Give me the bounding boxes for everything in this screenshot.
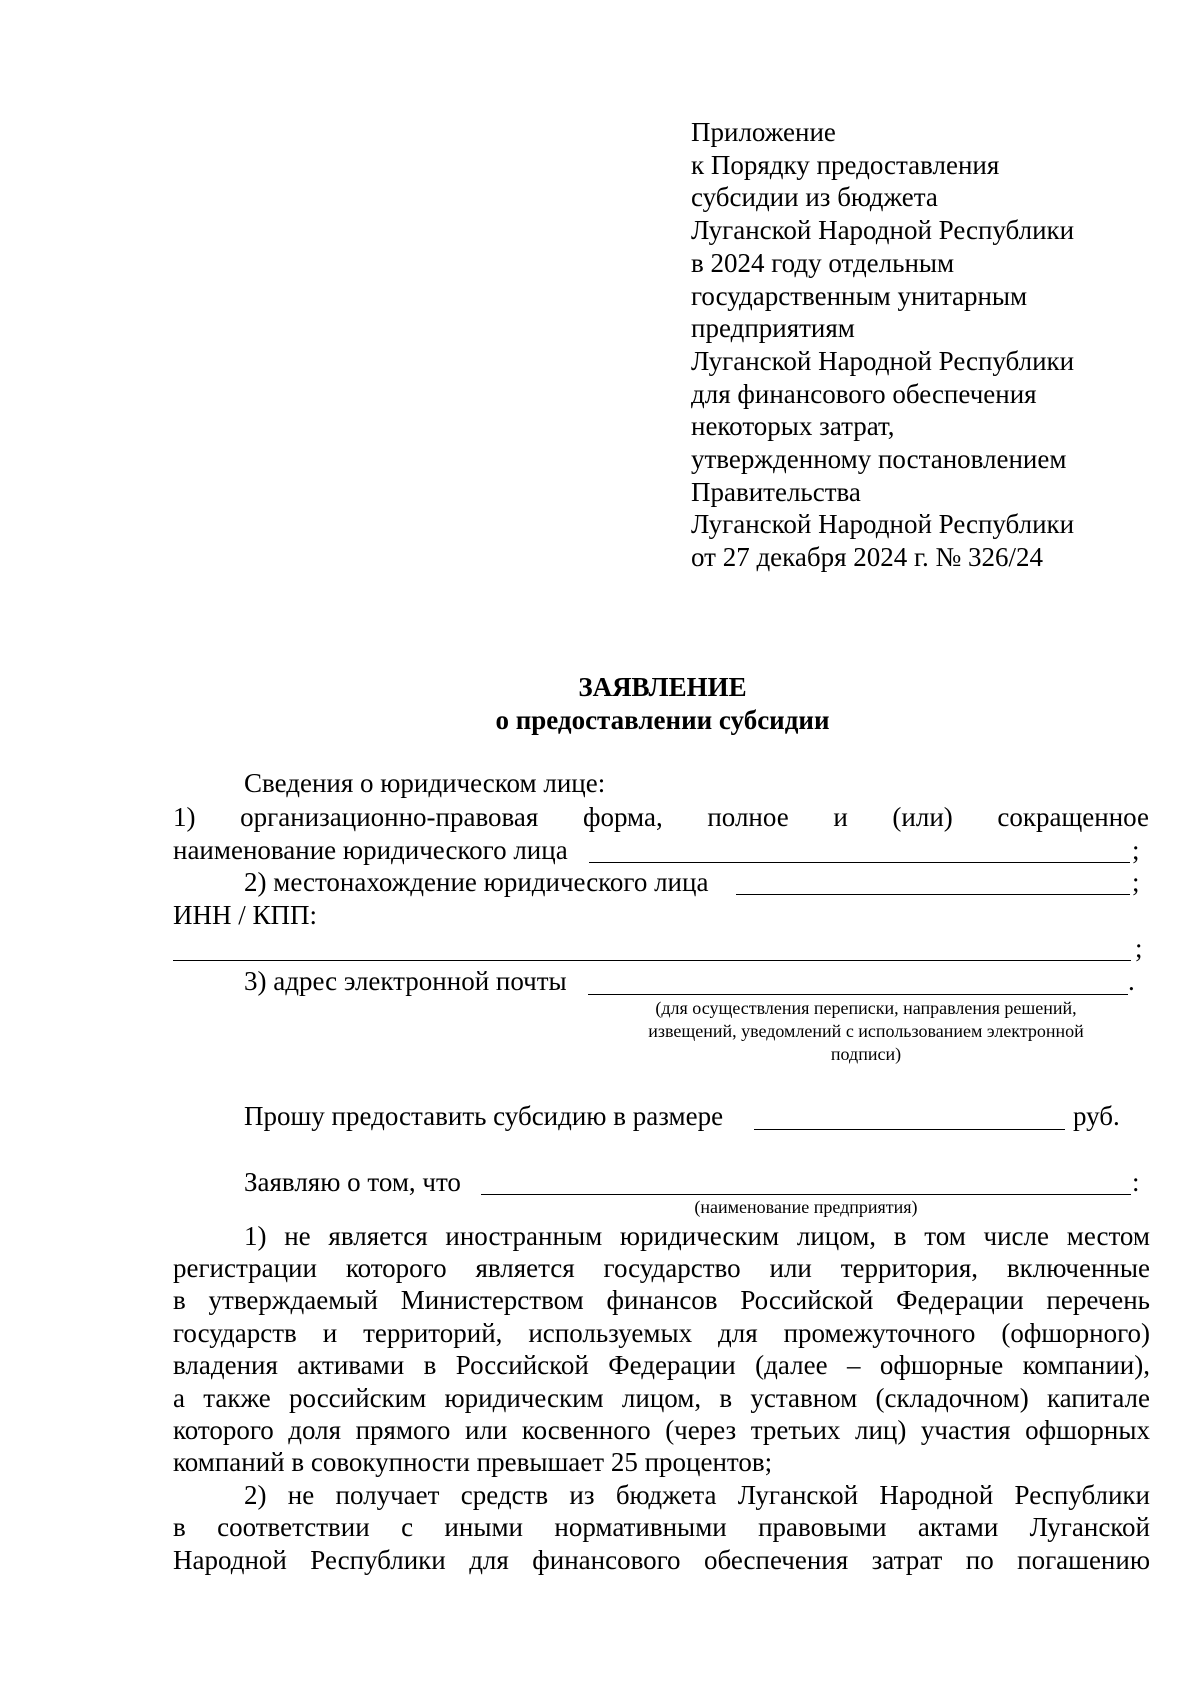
appendix-line: Приложение xyxy=(691,117,836,147)
para2-line: Народной Республики для финансового обеспечения затрат по погашению xyxy=(173,1545,1150,1575)
subsidy-amount-field[interactable] xyxy=(754,1129,1065,1130)
para2-line: 2) не получает средств из бюджета Луганской Народной Республики xyxy=(244,1480,1150,1510)
enterprise-field-hint: (наименование предприятия) xyxy=(694,1197,918,1217)
appendix-line: Правительства xyxy=(691,476,861,507)
hint-line: (для осуществления переписки, направления решений, xyxy=(655,998,1077,1018)
para1-line: в утверждаемый Министерством финансов Российской Федерации перечень xyxy=(173,1285,1150,1315)
para1-line: 1) не является иностранным юридическим лицом, в том числе местом xyxy=(244,1221,1150,1251)
appendix-line: для финансового обеспечения xyxy=(691,378,1037,409)
para1-line: владения активами в Российской Федерации (далее – офшорные компании), xyxy=(173,1350,1150,1380)
email-field-hint xyxy=(596,997,1136,1066)
document-subtitle: о предоставлении субсидии xyxy=(495,705,830,735)
legal-name-field[interactable] xyxy=(589,862,1130,863)
appendix-line: государственным унитарным xyxy=(691,280,1028,311)
appendix-line: Луганской Народной Республики xyxy=(691,345,1075,376)
hint-line: извещений, уведомлений с использованием электронной xyxy=(648,1021,1084,1041)
appendix-line: Луганской Народной Республики xyxy=(691,215,1075,246)
item1-line1: 1) организационно-правовая форма, полное и (или) сокращенное xyxy=(173,802,1149,832)
para1-line: а также российским юридическим лицом, в уставном (складочном) капитале xyxy=(173,1383,1150,1413)
inn-kpp-label: ИНН / КПП: xyxy=(173,900,318,930)
appendix-line: субсидии из бюджета xyxy=(691,182,938,213)
para1-line: государств и территорий, используемых для промежуточного (офшорного) xyxy=(173,1318,1150,1348)
currency-unit: руб. xyxy=(1073,1101,1120,1131)
inn-semicolon: ; xyxy=(1135,933,1143,963)
appendix-block xyxy=(691,116,1151,574)
entity-heading: Сведения о юридическом лице: xyxy=(244,768,606,798)
appendix-line: от 27 декабря 2024 г. № 326/24 xyxy=(691,542,1044,573)
item3-period: . xyxy=(1128,966,1135,996)
item1-line2: наименование юридического лица xyxy=(173,835,568,865)
para1-line: компаний в совокупности превышает 25 процентов; xyxy=(173,1447,773,1477)
appendix-line: к Порядку предоставления xyxy=(691,149,1000,180)
appendix-line: утвержденному постановлением xyxy=(691,444,1067,475)
request-text: Прошу предоставить субсидию в размере xyxy=(244,1101,724,1131)
declaration-text: Заявляю о том, что xyxy=(244,1167,461,1197)
enterprise-name-field[interactable] xyxy=(481,1194,1131,1195)
appendix-line: некоторых затрат, xyxy=(691,411,895,442)
item2-label: 2) местонахождение юридического лица xyxy=(244,867,709,897)
appendix-line: в 2024 году отдельным xyxy=(691,247,955,278)
para1-line: которого доля прямого или косвенного (через третьих лиц) участия офшорных xyxy=(173,1415,1150,1445)
email-field[interactable] xyxy=(588,994,1128,995)
location-field[interactable] xyxy=(736,894,1130,895)
para2-line: в соответствии с иными нормативными правовыми актами Луганской xyxy=(173,1512,1150,1542)
appendix-line: Луганской Народной Республики xyxy=(691,509,1075,540)
item3-label: 3) адрес электронной почты xyxy=(244,966,567,996)
document-title: ЗАЯВЛЕНИЕ xyxy=(578,672,747,702)
hint-line: подписи) xyxy=(830,1044,902,1064)
item1-semicolon: ; xyxy=(1132,835,1140,865)
appendix-line: предприятиям xyxy=(691,313,855,344)
item2-semicolon: ; xyxy=(1132,867,1140,897)
declaration-colon: : xyxy=(1132,1167,1140,1197)
para1-line: регистрации которого является государство или территория, включенные xyxy=(173,1253,1150,1283)
inn-kpp-field[interactable] xyxy=(173,960,1131,961)
